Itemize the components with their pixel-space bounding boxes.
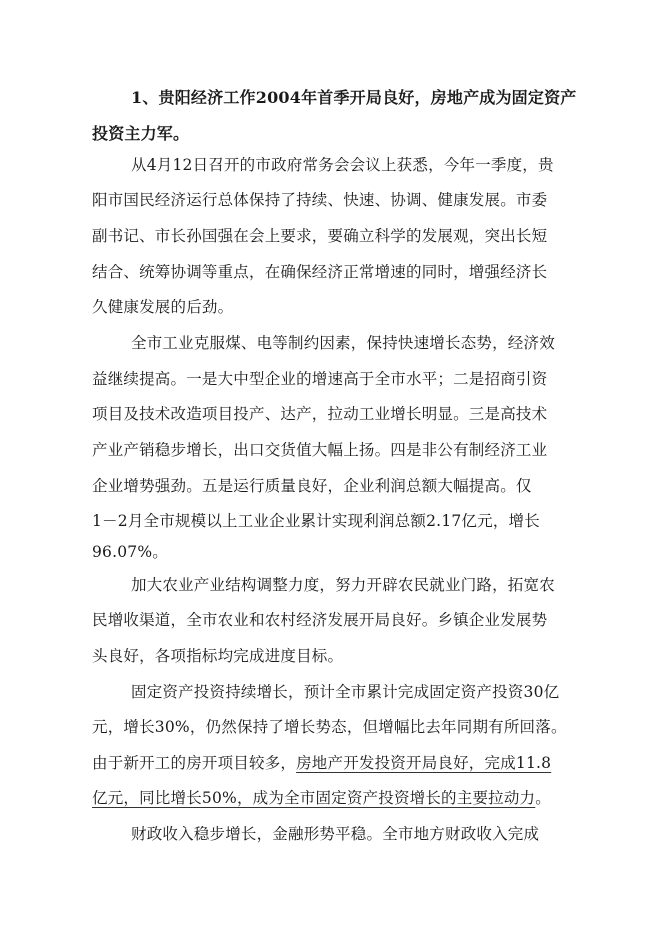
paragraph-2-line-3: 项目及技术改造项目投产、达产，拉动工业增长明显。三是高技术 — [92, 405, 548, 423]
paragraph-4-line-3-plain: 由于新开工的房开项目较多， — [92, 754, 297, 772]
paragraph-2-line-1: 全市工业克服煤、电等制约因素，保持快速增长态势，经济效 — [131, 334, 555, 352]
paragraph-1-line-5: 久健康发展的后劲。 — [92, 298, 234, 316]
underlined-highlight-text: 亿元，同比增长50%，成为全市固定资产投资增长的主要拉动力 — [92, 789, 536, 807]
paragraph-2-line-7: 96.07%。 — [92, 543, 169, 561]
paragraph-2-line-6: 1－2月全市规模以上工业企业累计实现利润总额2.17亿元，增长 — [92, 512, 540, 530]
paragraph-4-line-4 — [92, 788, 551, 808]
underlined-highlight-text: 房地产开发投资开局良好，完成11.8 — [296, 754, 552, 772]
paragraph-2-line-4: 产业产销稳步增长，出口交货值大幅上扬。四是非公有制经济工业 — [92, 441, 548, 459]
paragraph-3-line-2: 民增收渠道，全市农业和农村经济发展开局良好。乡镇企业发展势 — [92, 611, 548, 629]
paragraph-5-line-1: 财政收入稳步增长，金融形势平稳。全市地方财政收入完成 — [131, 825, 540, 843]
paragraph-1-line-4: 结合、统筹协调等重点，在确保经济正常增速的同时，增强经济长 — [92, 263, 548, 281]
paragraph-4-line-3 — [92, 753, 551, 773]
paragraph-2-line-5: 企业增势强劲。五是运行质量良好，企业利润总额大幅提高。仅 — [92, 477, 532, 495]
section-heading-line-2: 投资主力军。 — [92, 124, 190, 143]
paragraph-1-line-2: 阳市国民经济运行总体保持了持续、快速、协调、健康发展。市委 — [92, 191, 548, 209]
paragraph-4-line-4-end: 。 — [535, 789, 551, 807]
paragraph-1-line-3: 副书记、市长孙国强在会上要求，要确立科学的发展观，突出长短 — [92, 227, 548, 245]
paragraph-1-line-1: 从4月12日召开的市政府常务会会议上获悉，今年一季度，贵 — [131, 156, 554, 174]
paragraph-4-line-2: 元，增长30%，仍然保持了增长势态，但增幅比去年同期有所回落。 — [92, 718, 567, 736]
paragraph-4-line-1: 固定资产投资持续增长，预计全市累计完成固定资产投资30亿 — [131, 683, 560, 701]
paragraph-2-line-2: 益继续提高。一是大中型企业的增速高于全市水平；二是招商引资 — [92, 370, 548, 388]
paragraph-3-line-3: 头良好，各项指标均完成进度目标。 — [92, 647, 344, 665]
paragraph-3-line-1: 加大农业产业结构调整力度，努力开辟农民就业门路，拓宽农 — [131, 576, 555, 594]
section-heading-line-1: 1、贵阳经济工作2004年首季开局良好，房地产成为固定资产 — [131, 88, 577, 107]
